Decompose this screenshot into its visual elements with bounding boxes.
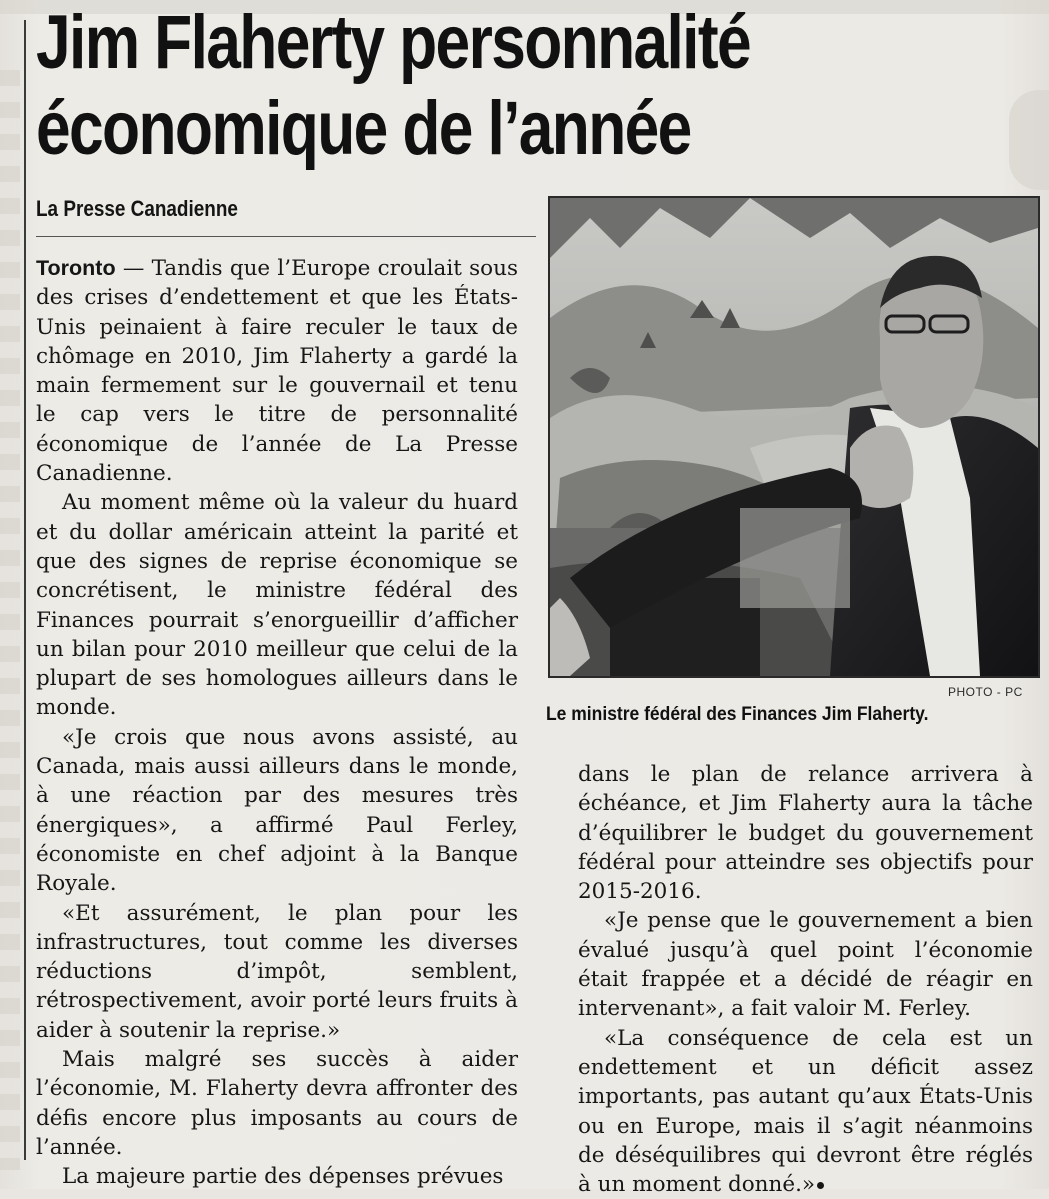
paragraph xyxy=(578,1024,1033,1199)
paragraph: Au moment même où la valeur du huard et du dollar américain atteint la parité et que des signes de reprise économique se concrétisent, le ministre fédéral des Finances pourrait s’enorgueillir d’afficher un bilan pour 2010 meilleur que celui de la plupart de ses homologues ailleurs dans le monde. xyxy=(36,490,518,721)
paragraph: «Et assurément, le plan pour les infrastructures, tout comme les diverses réductions d’impôt, semblent, rétrospectivement, avoir porté leurs fruits à aider à soutenir la reprise.» xyxy=(36,900,518,1043)
photo-caption: Le ministre fédéral des Finances Jim Flaherty. xyxy=(546,704,929,725)
end-bullet-icon xyxy=(817,1182,824,1189)
article-column-right xyxy=(578,760,1033,1199)
article-column-left xyxy=(36,254,518,1192)
paragraph: «Je crois que nous avons assisté, au Canada, mais aussi ailleurs dans le monde, à une réaction par des mesures très énergiques», a affirmé Paul Ferley, économiste en chef adjoint à la Banque Royale. xyxy=(36,724,518,897)
closing-text: «La conséquence de cela est un endettement et un déficit assez importants, pas autant qu’aux États-Unis ou en Europe, mais il s’agit néanmoins de déséquilibres qui devront être réglés à un moment donné.» xyxy=(578,1025,1033,1198)
headline-line-1: Jim Flaherty personnalité xyxy=(36,0,751,85)
photo-credit: PHOTO - PC xyxy=(948,685,1023,699)
column-rule xyxy=(24,20,26,1160)
byline-rule xyxy=(36,236,536,237)
article-photo xyxy=(548,196,1040,678)
paragraph: Mais malgré ses succès à aider l’économie, M. Flaherty devra affronter des défis encore plus imposants au cours de l’année. xyxy=(36,1047,518,1160)
paragraph: La majeure partie des dépenses prévues xyxy=(62,1164,504,1190)
lead-text: — Tandis que l’Europe croulait sous des crises d’endettement et que les États-Unis peinaient à faire reculer le taux de chômage en 2010, Jim Flaherty a gardé la main fermement sur le gouvernail et tenu le cap vers le titre de personnalité économique de l’année de La Presse Canadienne. xyxy=(36,256,518,487)
dateline: Toronto xyxy=(36,256,116,280)
paragraph: dans le plan de relance arrivera à échéance, et Jim Flaherty aura la tâche d’équilibrer le budget du gouvernement fédéral pour atteindre ses objectifs pour 2015-2016. xyxy=(578,762,1033,905)
paragraph: «Je pense que le gouvernement a bien évalué jusqu’à quel point l’économie était frappée et a décidé de réagir en intervenant», a fait valoir M. Ferley. xyxy=(578,908,1033,1022)
headline-line-2: économique de l’année xyxy=(36,86,691,171)
byline: La Presse Canadienne xyxy=(36,196,238,221)
photo-illustration xyxy=(550,198,1038,676)
lead-paragraph xyxy=(36,254,518,488)
adjacent-photo-edge xyxy=(1009,90,1049,190)
headline xyxy=(36,0,856,172)
adjacent-column-edge xyxy=(0,70,20,1170)
